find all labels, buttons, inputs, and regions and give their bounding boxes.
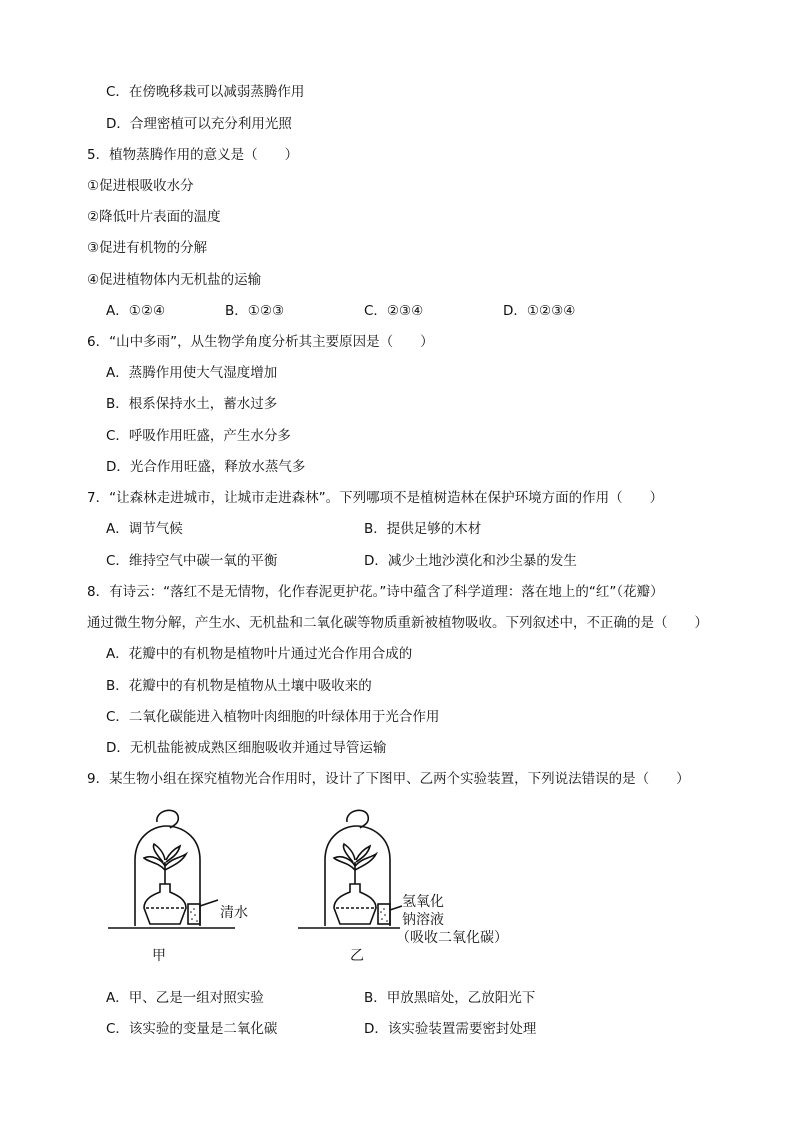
caption-jia: 甲 [152,948,166,964]
q4-option-d: D．合理密植可以充分利用光照 [106,116,292,132]
label-naoh-3: （吸收二氧化碳） [396,930,508,946]
dots-left [190,908,198,922]
label-water: 清水 [220,905,248,921]
q7-option-b: B．提供足够的木材 [364,521,482,537]
q5-stem: 5．植物蒸腾作用的意义是（ ） [87,147,299,163]
q6-option-b: B．根系保持水土，蓄水过多 [106,396,278,412]
q7-option-d: D．减少土地沙漠化和沙尘暴的发生 [364,553,577,569]
q4-option-c: C．在傍晚移栽可以减弱蒸腾作用 [106,84,305,100]
q7-option-c: C．维持空气中碳一氧的平衡 [106,553,278,569]
dots-right [380,908,388,922]
q8-option-b: B．花瓣中的有机物是植物从土壤中吸收来的 [106,678,372,694]
label-naoh-2: 钠溶液 [402,912,444,928]
q9-stem: 9．某生物小组在探究植物光合作用时，设计了下图甲、乙两个实验装置，下列说法错误的是（ ） [87,771,690,787]
q9-option-d: D．该实验装置需要密封处理 [364,1021,537,1037]
q7-option-a: A．调节气候 [106,521,183,537]
label-naoh-1: 氢氧化 [402,894,444,910]
q5-item-3: ③促进有机物的分解 [87,240,208,256]
jar-right [298,810,402,928]
q6-stem: 6．“山中多雨”，从生物学角度分析其主要原因是（ ） [87,334,434,350]
q6-option-c: C．呼吸作用旺盛，产生水分多 [106,428,291,444]
q6-option-d: D．光合作用旺盛，释放水蒸气多 [106,459,306,475]
q8-option-c: C．二氧化碳能进入植物叶肉细胞的叶绿体用于光合作用 [106,709,440,725]
q5-option-b: B．①②③ [225,303,285,319]
q8-option-d: D．无机盐能被成熟区细胞吸收并通过导管运输 [106,740,387,756]
q9-option-b: B．甲放黑暗处，乙放阳光下 [364,990,536,1006]
caption-yi: 乙 [350,948,364,964]
q8-stem-line2: 通过微生物分解，产生水、无机盐和二氧化碳等物质重新被植物吸收。下列叙述中，不正确的是（ ） [87,615,708,631]
q5-option-d: D．①②③④ [503,303,576,319]
q5-option-a: A．①②④ [106,303,166,319]
q7-stem: 7．“让森林走进城市，让城市走进森林”。下列哪项不是植树造林在保护环境方面的作用（ ） [87,490,664,506]
q9-option-a: A．甲、乙是一组对照实验 [106,990,264,1006]
q5-option-c: C．②③④ [364,303,424,319]
q6-option-a: A．蒸腾作用使大气湿度增加 [106,365,278,381]
q5-item-1: ①促进根吸收水分 [87,178,194,194]
q5-item-4: ④促进植物体内无机盐的运输 [87,272,262,288]
q5-item-2: ②降低叶片表面的温度 [87,209,221,225]
q8-option-a: A．花瓣中的有机物是植物叶片通过光合作用合成的 [106,646,413,662]
q9-option-c: C．该实验的变量是二氧化碳 [106,1021,278,1037]
q8-stem-line1: 8．有诗云：“落红不是无情物，化作春泥更护花。”诗中蕴含了科学道理：落在地上的“红”（花瓣） [87,584,664,600]
jar-left [108,810,235,928]
